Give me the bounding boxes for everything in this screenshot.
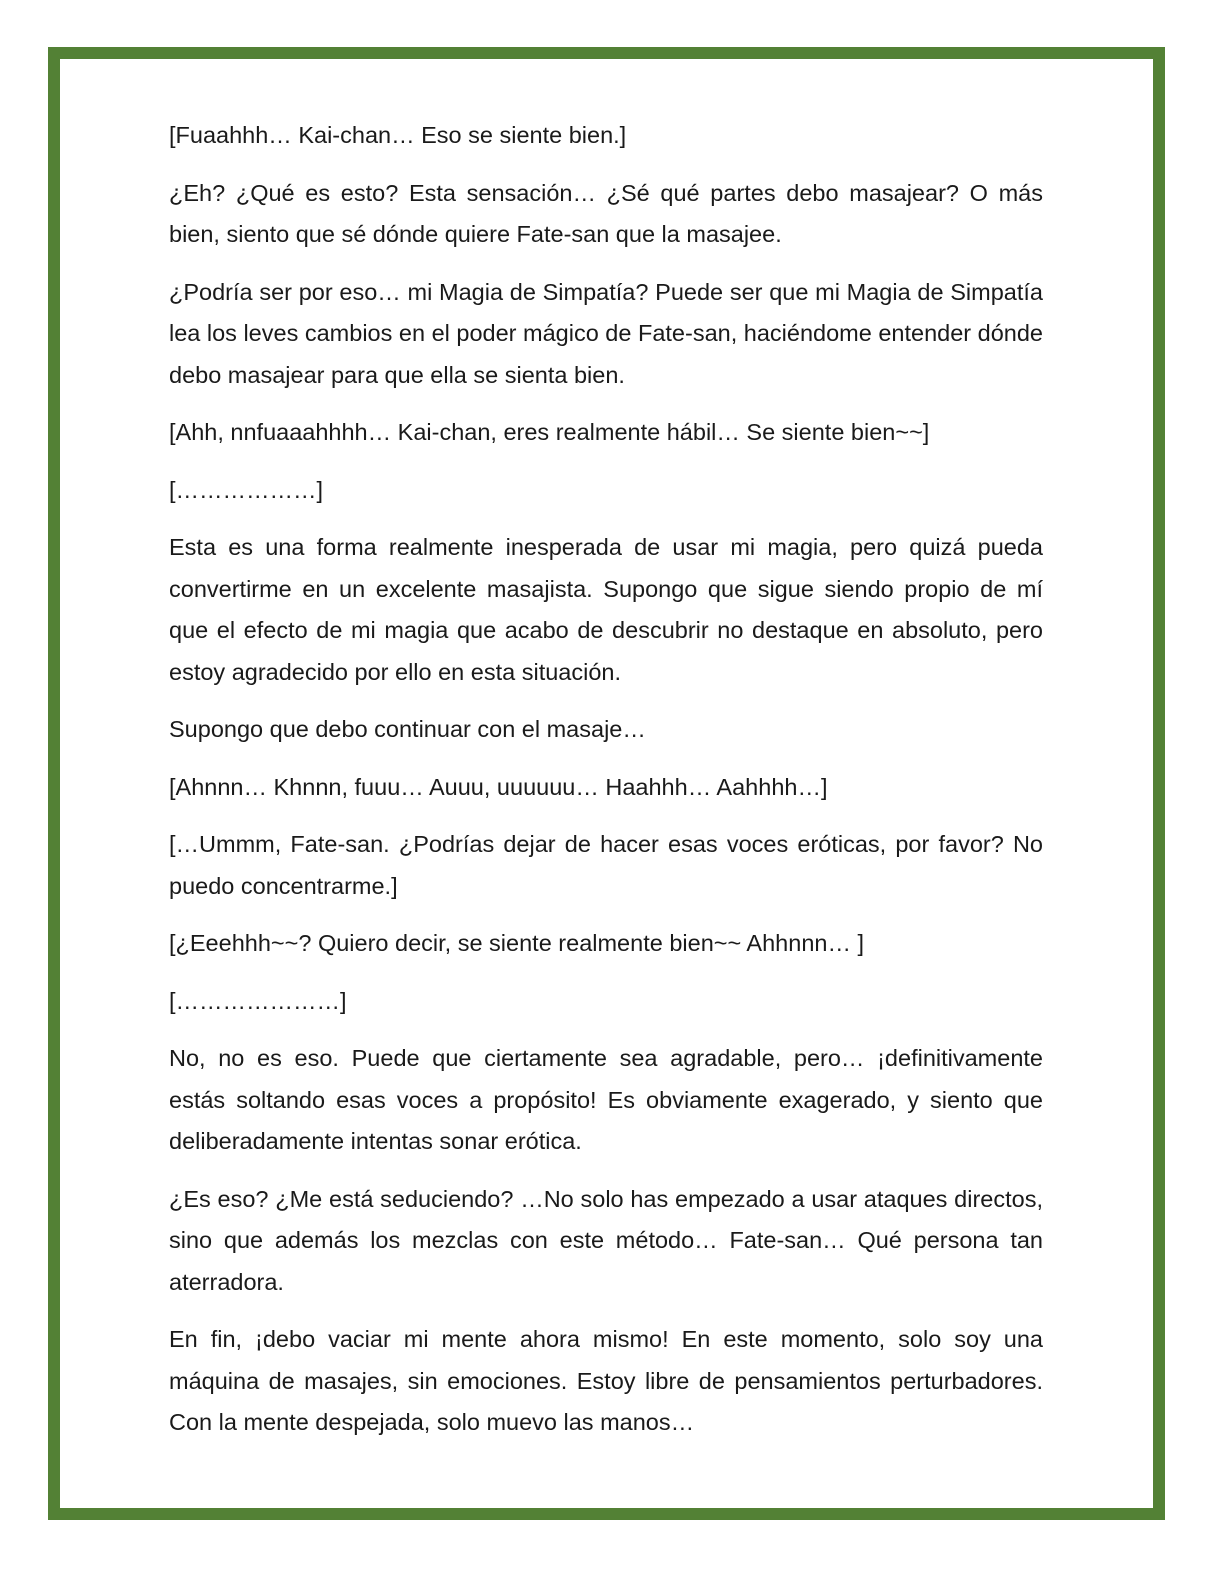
paragraph: [………………]	[169, 476, 324, 503]
paragraph: [¿Eeehhh~~? Quiero decir, se siente realmente bien~~ Ahhnnn… ]	[169, 930, 865, 956]
paragraph: Supongo que debo continuar con el masaje…	[169, 716, 646, 742]
paragraph: [Ahnnn… Khnnn, fuuu… Auuu, uuuuuu… Haahhh… Aahhhh…]	[169, 773, 828, 800]
paragraph: [Fuaahhh… Kai-chan… Eso se siente bien.]	[169, 122, 627, 148]
paragraph: Esta es una forma realmente inesperada de usar mi magia, pero quizá pueda convertirme en un excelente masajista. Supongo que sigue siendo propio de mí que el efecto de mi magia que acabo de descubrir no destaque en absoluto, pero estoy agradecido por ello en esta situación.	[169, 534, 1043, 685]
page-body	[169, 115, 1043, 1460]
paragraph: ¿Eh? ¿Qué es esto? Esta sensación… ¿Sé qué partes debo masajear? O más bien, siento que sé dónde quiere Fate-san que la masajee.	[169, 179, 1043, 247]
paragraph: […………………]	[169, 987, 347, 1014]
paragraph: No, no es eso. Puede que ciertamente sea agradable, pero… ¡definitivamente estás soltando esas voces a propósito! Es obviamente exagerado, y siento que deliberadamente intentas sonar erótica.	[169, 1045, 1043, 1154]
paragraph: En fin, ¡debo vaciar mi mente ahora mismo! En este momento, solo soy una máquina de masajes, sin emociones. Estoy libre de pensamientos perturbadores. Con la mente despejada, solo muevo las manos…	[169, 1326, 1043, 1435]
paragraph: ¿Es eso? ¿Me está seduciendo? …No solo has empezado a usar ataques directos, sino que además los mezclas con este método… Fate-san… Qué persona tan aterradora.	[169, 1185, 1043, 1295]
paragraph: ¿Podría ser por eso… mi Magia de Simpatía? Puede ser que mi Magia de Simpatía lea los leves cambios en el poder mágico de Fate-san, haciéndome entender dónde debo masajear para que ella se sienta bien.	[169, 278, 1043, 388]
paragraph: […Ummm, Fate-san. ¿Podrías dejar de hacer esas voces eróticas, por favor? No puedo concentrarme.]	[169, 831, 1043, 899]
paragraph: [Ahh, nnfuaaahhhh… Kai-chan, eres realmente hábil… Se siente bien~~]	[169, 419, 930, 445]
